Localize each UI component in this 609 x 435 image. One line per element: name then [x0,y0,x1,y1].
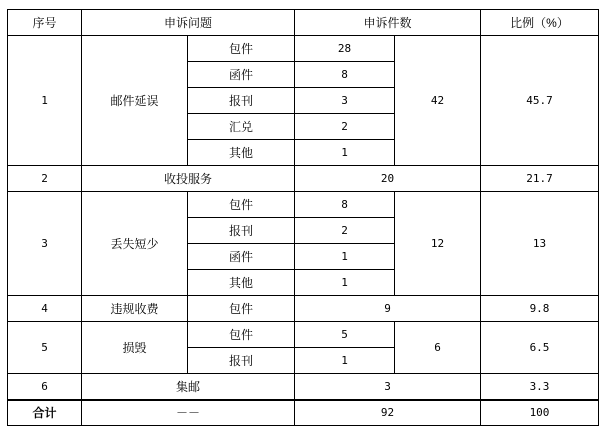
total-ratio: 100 [481,400,599,426]
subitem-name: 其他 [188,140,295,166]
header-issue: 申诉问题 [82,10,295,36]
subitem-count: 2 [295,218,395,244]
category-cell: 邮件延误 [82,36,188,166]
subitem-count: 5 [295,322,395,348]
row-no: 2 [8,166,82,192]
table-row [8,166,599,192]
header-count: 申诉件数 [295,10,481,36]
subtotal-cell: 3 [295,374,481,400]
row-no: 5 [8,322,82,374]
subitem-name: 报刊 [188,348,295,374]
total-count: 92 [295,400,481,426]
table-row [8,192,599,218]
subitem-name: 包件 [188,296,295,322]
subtotal-cell: 12 [395,192,481,296]
complaint-statistics-table [7,9,599,426]
subitem-count: 28 [295,36,395,62]
ratio-cell: 45.7 [481,36,599,166]
total-row [8,400,599,426]
ratio-cell: 21.7 [481,166,599,192]
table-row [8,36,599,62]
subitem-name: 函件 [188,62,295,88]
row-no: 1 [8,36,82,166]
subitem-count: 1 [295,244,395,270]
subitem-name: 包件 [188,322,295,348]
subitem-count: 8 [295,192,395,218]
subtotal-cell: 9 [295,296,481,322]
header-row [8,10,599,36]
subitem-name: 函件 [188,244,295,270]
subtotal-cell: 42 [395,36,481,166]
table-row [8,374,599,400]
row-no: 4 [8,296,82,322]
subitem-count: 8 [295,62,395,88]
subitem-name: 包件 [188,36,295,62]
ratio-cell: 6.5 [481,322,599,374]
table-row [8,322,599,348]
subitem-count: 1 [295,140,395,166]
subitem-name: 报刊 [188,88,295,114]
subitem-name: 其他 [188,270,295,296]
subitem-name: 汇兑 [188,114,295,140]
header-ratio: 比例（%） [481,10,599,36]
subitem-name: 报刊 [188,218,295,244]
category-cell: 丢失短少 [82,192,188,296]
subitem-count: 3 [295,88,395,114]
subitem-name: 包件 [188,192,295,218]
subitem-count: 1 [295,270,395,296]
ratio-cell: 9.8 [481,296,599,322]
row-no: 3 [8,192,82,296]
ratio-cell: 13 [481,192,599,296]
subtotal-cell: 6 [395,322,481,374]
category-cell: 收投服务 [82,166,295,192]
subtotal-cell: 20 [295,166,481,192]
category-cell: 违规收费 [82,296,188,322]
subitem-count: 1 [295,348,395,374]
header-no: 序号 [8,10,82,36]
table-row [8,296,599,322]
subitem-count: 2 [295,114,395,140]
ratio-cell: 3.3 [481,374,599,400]
category-cell: 损毁 [82,322,188,374]
row-no: 6 [8,374,82,400]
category-cell: 集邮 [82,374,295,400]
total-label: 合计 [8,400,82,426]
total-issue: －－ [82,400,295,426]
